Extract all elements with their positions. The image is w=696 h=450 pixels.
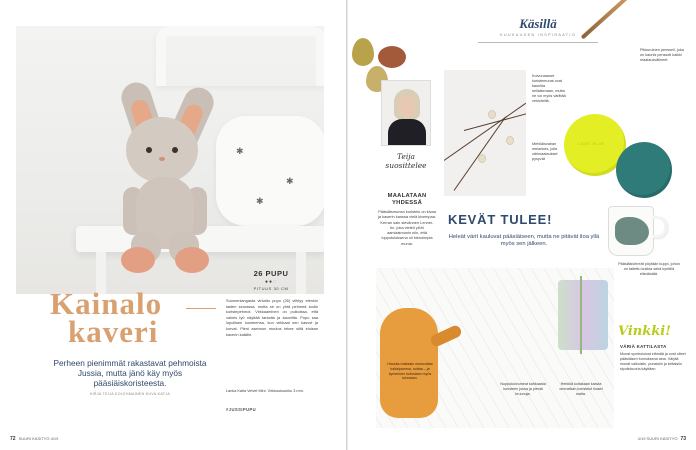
editor-signature: Teija suosittelee — [385, 152, 427, 170]
mug-caption: Pääsiäisvihreät pöytään kuppi, johon on taitettu kukkia sekä kynttilä eläväistää. — [618, 262, 680, 276]
section-header — [478, 16, 598, 37]
chair-back — [156, 26, 324, 86]
spring-subheading: Heleät värit kauluvat pääsiäiseen, mutta ne pitävät iloa yllä myös sen jälkeen. — [448, 234, 600, 248]
mug — [608, 206, 654, 256]
twig-caption: Koivunaarset koristemunat ovat kauniita sellaisenaan, mutta ne voi myös värittää vesivärillä. — [532, 74, 566, 103]
feature-title-line1: Kainalo — [50, 286, 163, 321]
wax-caption: Mehiläisvahan melankes, jolla värimaalaukset pysyvät — [532, 142, 558, 161]
sidebar-heading: MAALATAAN YHDESSÄ — [387, 193, 427, 206]
product-name: 26 PUPU — [253, 269, 289, 278]
folio-right: 4/19 SUURI KÄSITYÖ 73 — [637, 436, 686, 442]
difficulty-rating: ●●○ — [264, 279, 278, 285]
photo-credit: KIRJA TEIJA KOLEHMAINEN KUVA KATJA — [89, 392, 171, 396]
right-page — [348, 0, 696, 450]
spring-heading: KEVÄT TULEE! — [448, 212, 553, 227]
feature-title — [50, 286, 220, 349]
teal-coaster — [616, 142, 672, 198]
bunny-photo — [16, 26, 324, 294]
twig-photo — [444, 70, 526, 196]
body-text: Suomenlangasta virkattu pupu (26) viihtyy etenkin lasten seurassa, mutta se on yhtä pehmeä kodin koristepehmot. Virkkaaminen on puikoissa, että valmis työ näyttää tarkalta ja kauniilta. Pupu saa lopullisen luonteensa, kun virkkaat sen kasvot ja korvat. Pieni asennon muutos tekee siitä eloisan kaverin kaikille. — [226, 298, 318, 337]
tip-text: Munat symboloivat elämää ja ovat olleet pääsiäisen tunnuksena aina. Värjää munat valkoisiin, punaisiin ja keltaisiin sipulinkuoria käyttäen. — [620, 352, 686, 371]
ribbon — [580, 276, 582, 354]
caption-left: Nuppukoivumeat kahkaasta koristeen jossa ja pieniä kruunuja. — [500, 382, 546, 396]
bird-caption: Hauska mallaatu munuvälaa kaltalpamma, nuttaa – ja kymminen tudosiaan myös tulosiaan. — [387, 362, 433, 381]
folio-left: 72 SUURI KÄSITYÖ 4/19 — [10, 436, 59, 442]
tip-label: Vinkki! — [618, 324, 671, 339]
left-page — [0, 0, 346, 450]
feature-title-line2: kaveri — [68, 314, 159, 349]
brush-caption: Pikkuruinen pensseli, joka on kaunis pensseli kaikki maalausvälineet. — [640, 48, 684, 62]
section-subtitle: KUUKAUDEN INSPIRAATIO — [500, 33, 576, 37]
section-name: Käsillä — [519, 16, 557, 31]
hashtag: #JUSSIPUPU — [226, 407, 257, 412]
caption-right: Herkkiä kultakaan kasvia ommelkan koristelut iloiset maita. — [559, 382, 603, 396]
tip-heading: VÄRIÄ KATTILASTA — [620, 344, 667, 349]
pillow: ✱ ✱ ✱ — [216, 116, 324, 226]
editor-portrait — [381, 80, 431, 146]
title-rule — [186, 308, 216, 309]
material-credit: Lanka Katia Velvet Mini. Virkkuukoukku 3 mm. — [226, 389, 304, 393]
section-rule — [478, 42, 598, 43]
crochet-bunny — [91, 81, 241, 291]
mug-handle — [653, 216, 667, 238]
fabric-bundle — [558, 280, 608, 350]
product-size: PITUUS 30 CM — [253, 286, 289, 291]
sidebar-text: Pääsiäismunan koristelu on kivaa ja kaverin kanssa vielä kivempaa. Kerran sain sievännen Lenner-tin, joka vieteli ylöhi aamiaismunin niin, että lopputuloksena oli hienoimpia munia. — [378, 209, 436, 246]
product-header — [226, 269, 316, 291]
lede-text: Perheen pienimmät rakastavat pehmoista Jussia, mutta jänö käy myös pääsiäiskoristeesta. — [53, 358, 207, 388]
coaster-text: LIGHT BLUE — [578, 142, 605, 146]
